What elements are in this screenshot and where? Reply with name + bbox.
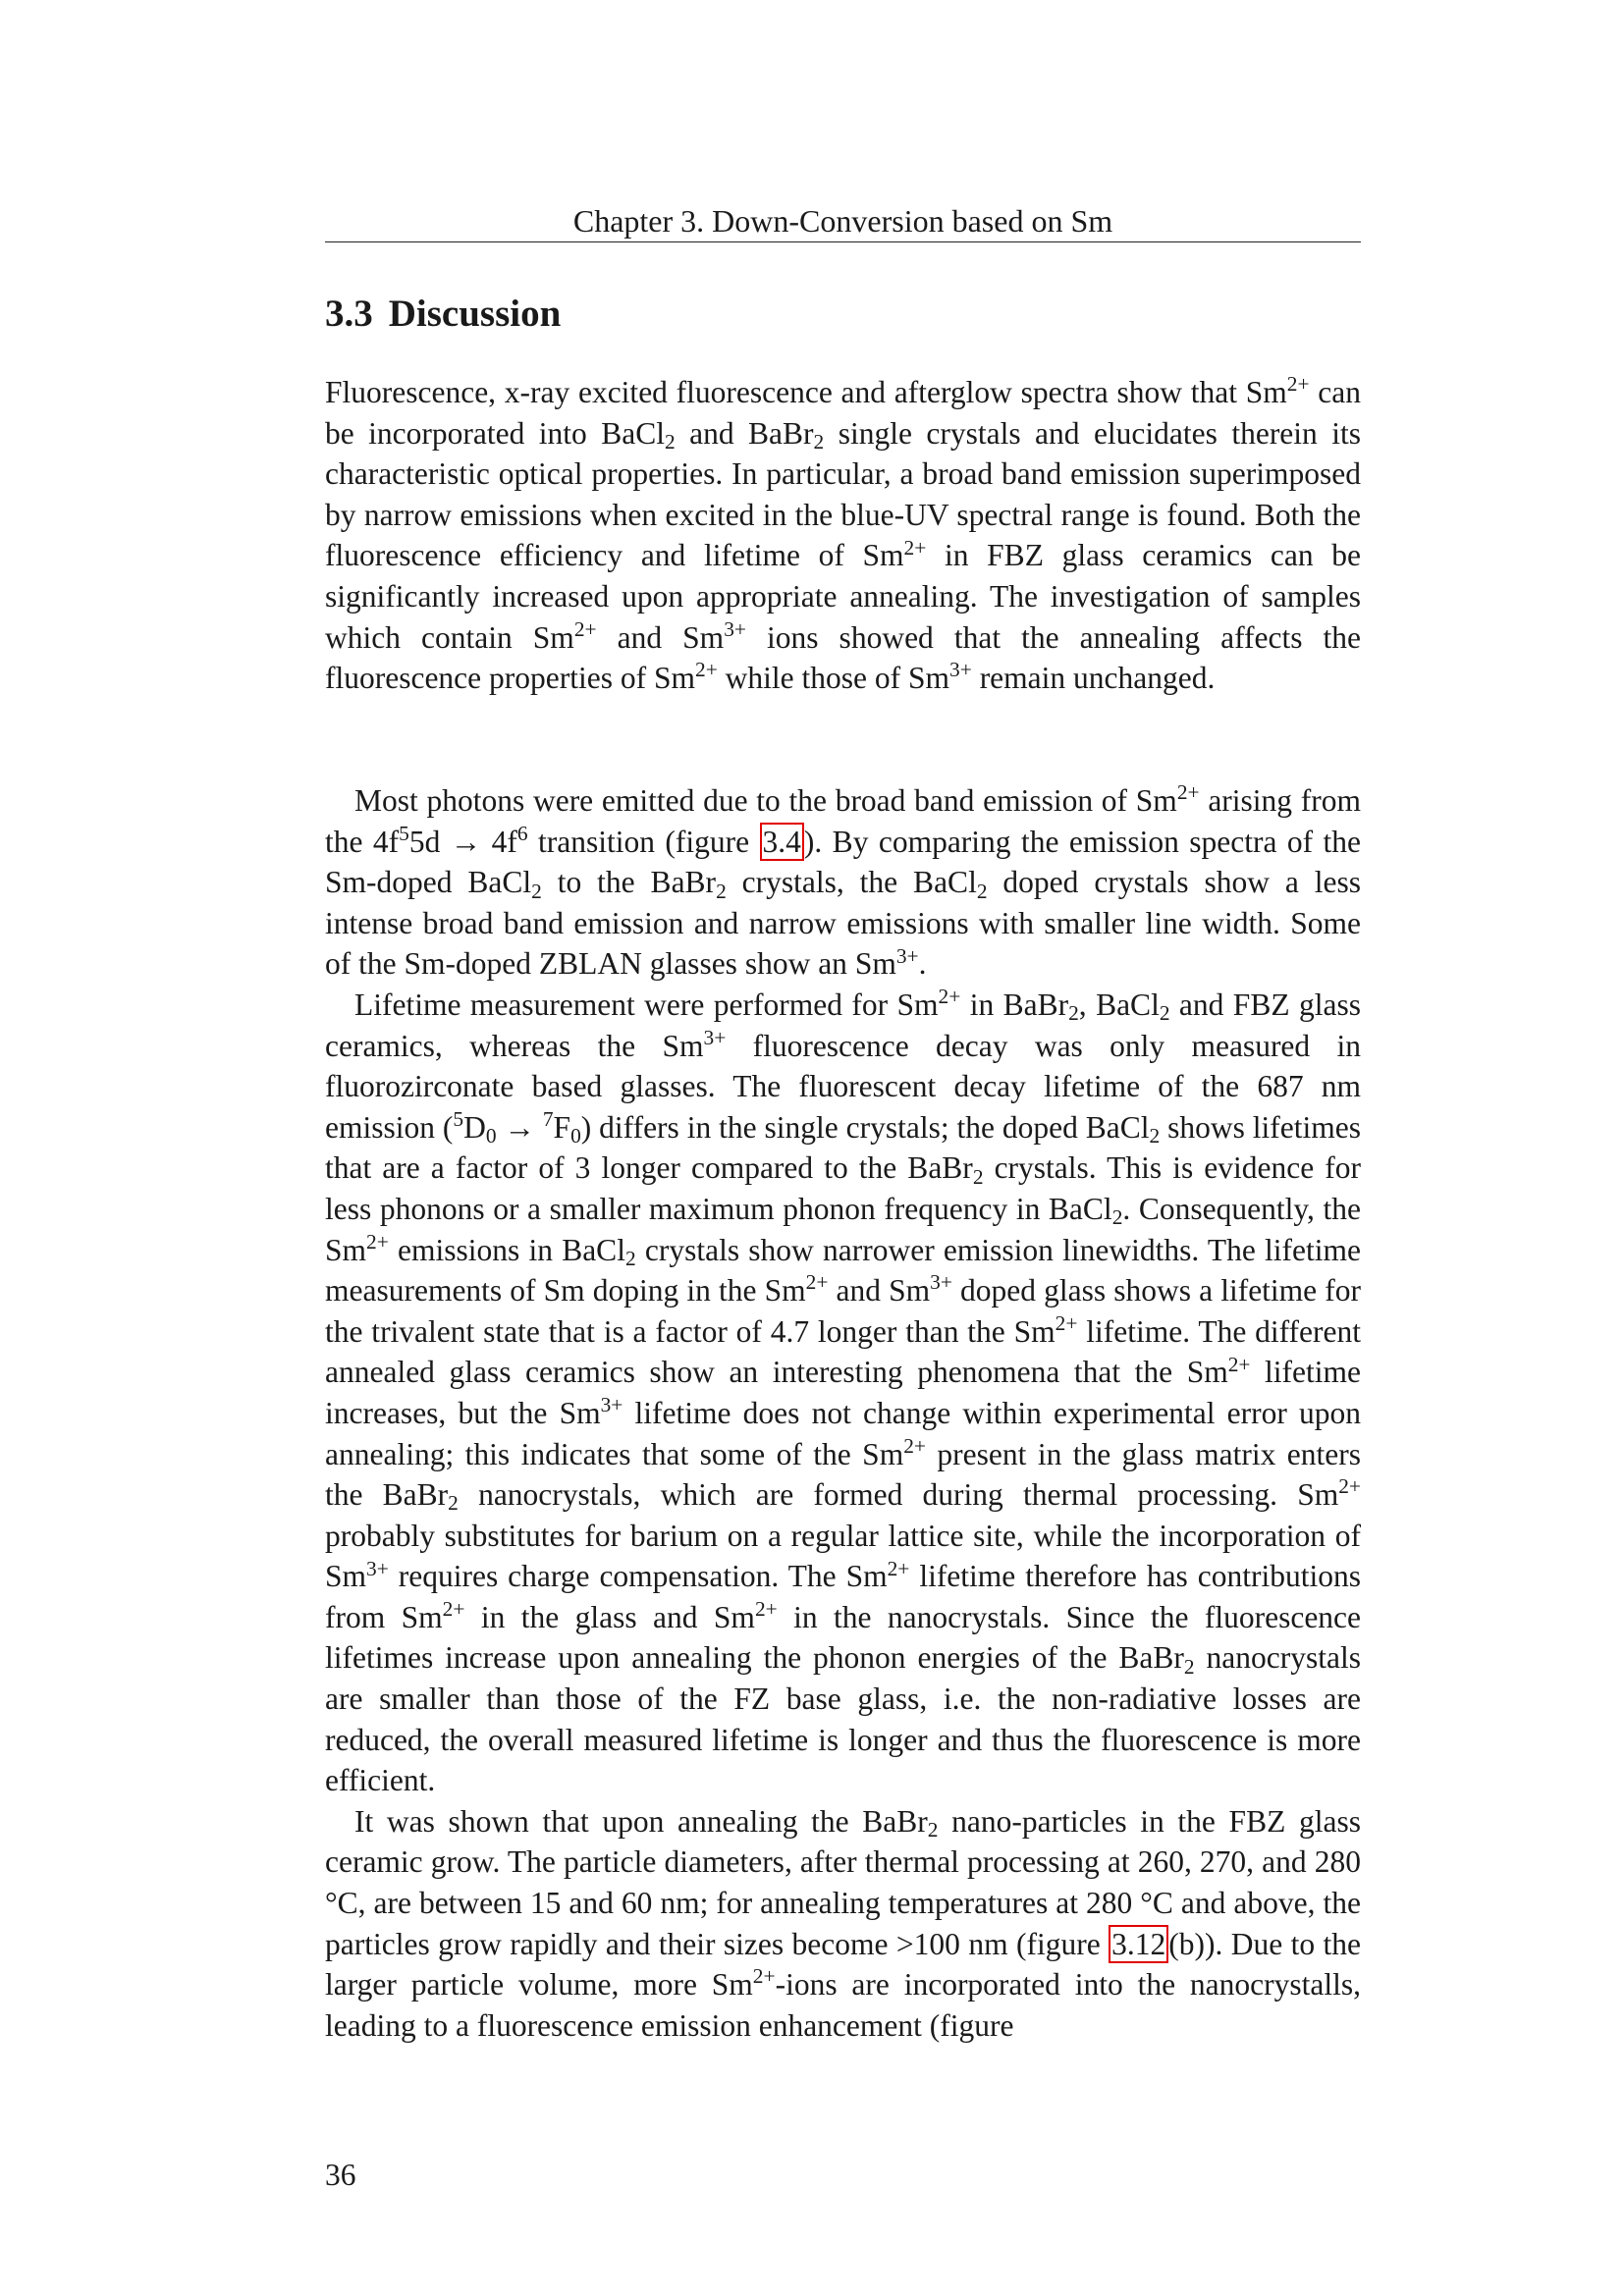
- page-number: 36: [325, 2158, 356, 2192]
- paragraph-2: Most photons were emitted due to the broad band emission of $Sm^{2+}$ arising from the $4f^55d \to 4f^6$ transition (figure 3.4). By comparing the emission spectra of the Sm-doped BaCl$_2$ to the BaBr$_2$ crystals, the BaCl$_2$ doped crystals show a less intense broad band emission and narrow emissions with smaller line width. Some of the Sm-doped ZBLAN glasses show an $Sm^{3+}$.: [325, 780, 1361, 982]
- paragraph-group: [325, 780, 1361, 2046]
- section-heading: [325, 291, 561, 338]
- running-head: Chapter 3. Down-Conversion based on Sm: [325, 200, 1361, 242]
- paragraph-3: Lifetime measurement were performed for $Sm^{2+}$ in BaBr$_2$, BaCl$_2$ and FBZ glass ceramics, whereas the $Sm^{3+}$ fluorescence decay was only measured in fluorozirconate based glasses. The fluorescent decay lifetime of the 687 nm emission $(^5D_0 \to ^7F_0)$ differs in the single crystals; the doped BaCl$_2$ shows lifetimes that are a factor of 3 longer compared to the BaBr$_2$ crystals. This is evidence for less phonons or a smaller maximum phonon frequency in BaCl$_2$. Consequently, the $Sm^{2+}$ emissions in BaCl$_2$ crystals show narrower emission linewidths. The lifetime measurements of Sm doping in the $Sm^{2+}$ and $Sm^{3+}$ doped glass shows a lifetime for the trivalent state that is a factor of 4.7 longer than the $Sm^{2+}$ lifetime. The different annealed glass ceramics show an interesting phenomena that the $Sm^{2+}$ lifetime increases, but the $Sm^{3+}$ lifetime does not change within experimental error upon annealing; this indicates that some of the $Sm^{2+}$ present in the glass matrix enters the BaBr$_2$ nanocrystals, which are formed during thermal processing. $Sm^{2+}$ probably substitutes for barium on a regular lattice site, while the incorporation of $Sm^{3+}$ requires charge compensation. The $Sm^{2+}$ lifetime therefore has contributions from $Sm^{2+}$ in the glass and $Sm^{2+}$ in the nanocrystals. Since the fluorescence lifetimes increase upon annealing the phonon energies of the BaBr$_2$ nanocrystals are smaller than those of the FZ base glass, i.e. the non-radiative losses are reduced, the overall measured lifetime is longer and thus the fluorescence is more efficient.: [325, 985, 1362, 1798]
- figure-3-4-link[interactable]: 3.4: [760, 823, 804, 861]
- section-number: 3.3: [325, 293, 373, 335]
- paragraph-1: Fluorescence, x-ray excited fluorescence and afterglow spectra show that $Sm^{2+}$ can be incorporated into BaCl$_2$ and BaBr$_2$ single crystals and elucidates therein its characteristic optical properties. In particular, a broad band emission superimposed by narrow emissions when excited in the blue-UV spectral range is found. Both the fluorescence efficiency and lifetime of $Sm^{2+}$ in FBZ glass ceramics can be significantly increased upon appropriate annealing. The investigation of samples which contain $Sm^{2+}$ and $Sm^{3+}$ ions showed that the annealing affects the fluorescence properties of $Sm^{2+}$ while those of $Sm^{3+}$ remain unchanged.: [325, 372, 1361, 696]
- figure-3-12-link[interactable]: 3.12: [1109, 1925, 1168, 1963]
- section-title: Discussion: [388, 293, 562, 335]
- paragraph-4: It was shown that upon annealing the BaBr$_2$ nano-particles in the FBZ glass ceramic grow. The particle diameters, after thermal processing at 260, 270, and 280 °C, are between 15 and 60 nm; for annealing temperatures at 280 °C and above, the particles grow rapidly and their sizes become >100 nm (figure 3.12(b)). Due to the larger particle volume, more $Sm^{2+}$-ions are incorporated into the nanocrystalls, leading to a fluorescence emission enhancement (figure: [325, 1803, 1361, 2043]
